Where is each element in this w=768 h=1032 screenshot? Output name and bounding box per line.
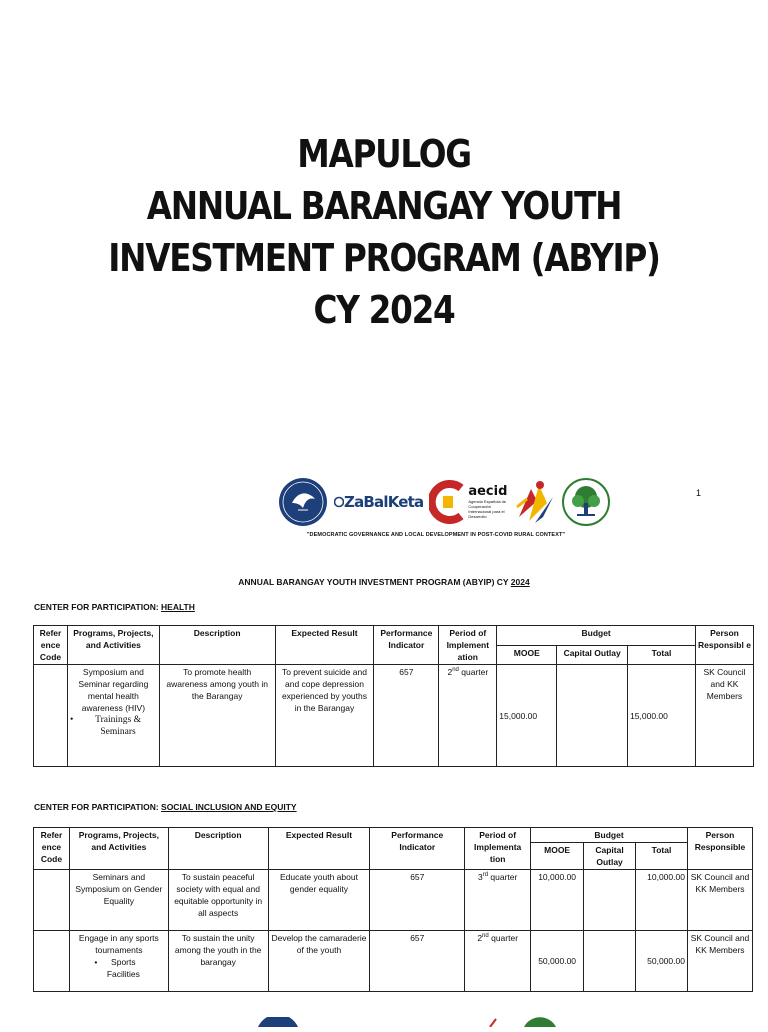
- header-period: Period of Implementa tion: [465, 828, 531, 870]
- cell-ref: [34, 665, 68, 767]
- cell-capital-outlay: [584, 931, 636, 992]
- header-mooe: MOOE: [531, 843, 584, 870]
- zabalketa-logo: [334, 493, 423, 511]
- cell-mooe: 15,000.00: [497, 665, 557, 767]
- header-mooe: MOOE: [497, 645, 557, 665]
- document-title-text: ANNUAL BARANGAY YOUTH INVESTMENT PROGRAM (ABYIP) CY: [238, 577, 511, 587]
- ppa-bullet-text: Sports Facilities: [106, 957, 140, 979]
- header-performance-indicator: Performance Indicator: [370, 828, 465, 870]
- aecid-subtitle: Agencia Española de Cooperación Internacional para el Desarrollo: [468, 499, 507, 519]
- cell-ref: [34, 931, 70, 992]
- cell-total: 10,000.00: [636, 870, 688, 931]
- section-label-social-inclusion: CENTER FOR PARTICIPATION: SOCIAL INCLUSION AND EQUITY: [34, 802, 297, 812]
- youth-figure-logo: [513, 477, 555, 527]
- section-topic-health: HEALTH: [161, 602, 195, 612]
- cell-ref: [34, 870, 70, 931]
- cell-ppa: [67, 665, 159, 767]
- header-capital-outlay: Capital Outlay: [584, 843, 636, 870]
- social-inclusion-table: [33, 827, 753, 992]
- cell-person: SK Council and KK Members: [687, 931, 752, 992]
- document-title: [0, 577, 768, 587]
- cover-title-line-2: ANNUAL BARANGAY YOUTH: [146, 184, 622, 228]
- section-label-health: CENTER FOR PARTICIPATION: HEALTH: [34, 602, 195, 612]
- cell-total: 15,000.00: [628, 665, 696, 767]
- cell-ppa: [69, 931, 168, 992]
- cover-title-line-3: INVESTMENT PROGRAM (ABYIP): [108, 236, 660, 280]
- header-expected-result: Expected Result: [268, 828, 370, 870]
- cell-capital-outlay: [557, 665, 628, 767]
- cell-period: 2nd quarter: [439, 665, 497, 767]
- cell-period: 3rd quarter: [465, 870, 531, 931]
- ppa-bullet-item: [72, 956, 166, 980]
- header-person-responsible: Person Responsibl e: [695, 626, 753, 665]
- zabalketa-wordmark: ZaBalKeta: [344, 493, 424, 511]
- header-ppa: Programs, Projects, and Activities: [69, 828, 168, 870]
- cell-capital-outlay: [584, 870, 636, 931]
- cell-indicator: 657: [370, 931, 465, 992]
- header-expected-result: Expected Result: [275, 626, 374, 665]
- cell-indicator: 657: [374, 665, 439, 767]
- header-ppa: Programs, Projects, and Activities: [67, 626, 159, 665]
- cell-mooe: 50,000.00: [531, 931, 584, 992]
- cell-total: 50,000.00: [636, 931, 688, 992]
- cell-description: To promote health awareness among youth in the Barangay: [159, 665, 275, 767]
- cell-description: To sustain peaceful society with equal and equitable opportunity in all aspects: [168, 870, 268, 931]
- ppa-bullet-item: [70, 714, 157, 738]
- cell-person: SK Council and KK Members: [695, 665, 753, 767]
- header-description: Description: [168, 828, 268, 870]
- table-header-row: [34, 626, 754, 646]
- cell-mooe: 10,000.00: [531, 870, 584, 931]
- header-description: Description: [159, 626, 275, 665]
- ppa-bullet-text: Trainings & Seminars: [95, 715, 141, 737]
- cell-indicator: 657: [370, 870, 465, 931]
- cover-title-line-4: CY 2024: [313, 288, 455, 332]
- document-title-year: 2024: [510, 577, 530, 587]
- page-number: 1: [696, 488, 702, 498]
- header-budget: Budget: [531, 828, 688, 843]
- partner-logos: [278, 474, 594, 544]
- aecid-wordmark: aecid: [468, 484, 508, 499]
- health-table: [33, 625, 754, 767]
- cell-period: 2nd quarter: [465, 931, 531, 992]
- header-budget: Budget: [497, 626, 696, 646]
- table-header-row: [34, 828, 753, 843]
- cell-ppa: Seminars and Symposium on Gender Equality: [69, 870, 168, 931]
- table-row: [34, 870, 753, 931]
- header-ref-code: Refer ence Code: [34, 626, 68, 665]
- ccedem-logo: [278, 477, 328, 527]
- ppa-text: Engage in any sports tournaments: [78, 933, 159, 955]
- cell-expected-result: To prevent suicide and and cope depression experienced by youths in the Barangay: [275, 665, 374, 767]
- aecid-logo: [429, 480, 507, 524]
- header-total: Total: [636, 843, 688, 870]
- cell-description: To sustain the unity among the youth in the barangay: [168, 931, 268, 992]
- ppa-text: Symposium and Seminar regarding mental health awareness (HIV): [78, 667, 149, 713]
- barangay-seal-logo: [561, 477, 611, 527]
- header-period: Period of Implement ation: [439, 626, 497, 665]
- cover-title: [54, 128, 714, 336]
- next-page-logos: [240, 1014, 560, 1024]
- header-ref-code: Refer ence Code: [34, 828, 70, 870]
- cell-person: SK Council and KK Members: [687, 870, 752, 931]
- bullet-icon: [70, 714, 73, 738]
- header-capital-outlay: Capital Outlay: [557, 645, 628, 665]
- bullet-icon: [94, 956, 97, 980]
- header-total: Total: [628, 645, 696, 665]
- cell-expected-result: Educate youth about gender equality: [268, 870, 370, 931]
- cover-title-line-1: MAPULOG: [297, 132, 471, 176]
- table-row: [34, 665, 754, 767]
- cell-expected-result: Develop the camaraderie of the youth: [268, 931, 370, 992]
- table-row: [34, 931, 753, 992]
- logo-caption: "DEMOCRATIC GOVERNANCE AND LOCAL DEVELOPMENT IN POST-COVID RURAL CONTEXT": [306, 532, 566, 538]
- header-performance-indicator: Performance Indicator: [374, 626, 439, 665]
- header-person-responsible: Person Responsible: [687, 828, 752, 870]
- section-topic-social-inclusion: SOCIAL INCLUSION AND EQUITY: [161, 802, 297, 812]
